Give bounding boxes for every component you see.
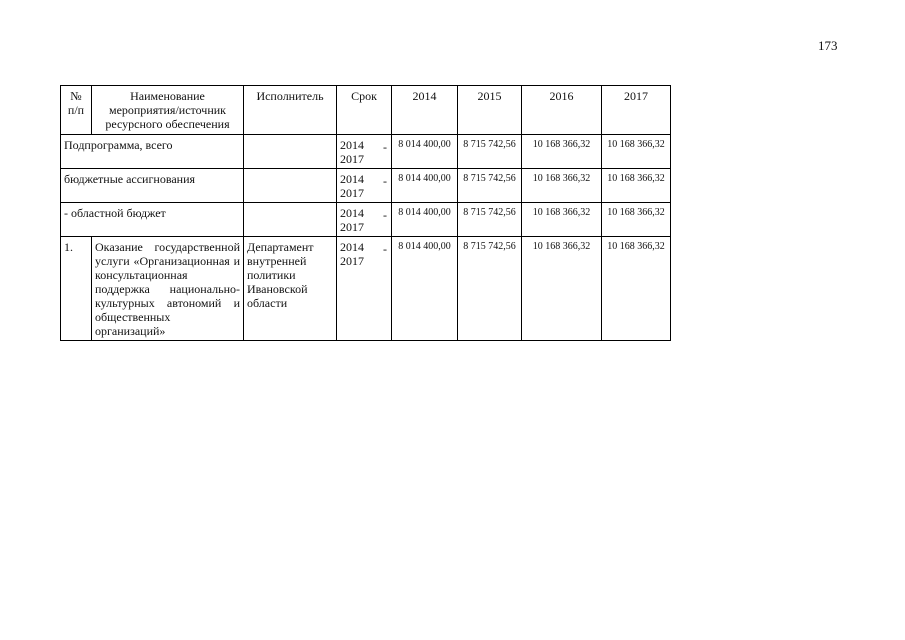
header-no: № п/п — [61, 86, 92, 135]
item-no: 1. — [61, 237, 92, 341]
header-2017: 2017 — [602, 86, 671, 135]
term-end: 2017 — [340, 152, 364, 166]
header-2014: 2014 — [392, 86, 458, 135]
value-2015: 8 715 742,56 — [458, 135, 522, 169]
value-2017: 10 168 366,32 — [602, 169, 671, 203]
row-term — [337, 135, 392, 169]
value-2016: 10 168 366,32 — [522, 169, 602, 203]
value-2016: 10 168 366,32 — [522, 203, 602, 237]
header-row — [61, 86, 671, 135]
row-label: бюджетные ассигнования — [61, 169, 244, 203]
value-2015: 8 715 742,56 — [458, 203, 522, 237]
item-executor: Департамент внутренней политики Ивановской области — [244, 237, 337, 341]
term-dash: - — [383, 242, 387, 256]
term-end: 2017 — [340, 254, 364, 268]
value-2017: 10 168 366,32 — [602, 203, 671, 237]
value-2014: 8 014 400,00 — [392, 203, 458, 237]
header-2016: 2016 — [522, 86, 602, 135]
header-name: Наименование мероприятия/источник ресурсного обеспечения — [92, 86, 244, 135]
row-term — [337, 203, 392, 237]
row-label: Подпрограмма, всего — [61, 135, 244, 169]
term-start: 2014 — [340, 240, 364, 254]
value-2014: 8 014 400,00 — [392, 135, 458, 169]
item-term — [337, 237, 392, 341]
table-row — [61, 203, 671, 237]
term-end: 2017 — [340, 186, 364, 200]
term-dash: - — [383, 140, 387, 154]
row-executor — [244, 135, 337, 169]
table-row — [61, 135, 671, 169]
row-executor — [244, 203, 337, 237]
page-number: 173 — [818, 38, 838, 53]
table-row — [61, 169, 671, 203]
value-2015: 8 715 742,56 — [458, 169, 522, 203]
row-label: - областной бюджет — [61, 203, 244, 237]
budget-table — [60, 85, 671, 341]
term-start: 2014 — [340, 206, 364, 220]
value-2017: 10 168 366,32 — [602, 135, 671, 169]
row-executor — [244, 169, 337, 203]
value-2014: 8 014 400,00 — [392, 237, 458, 341]
term-start: 2014 — [340, 138, 364, 152]
value-2015: 8 715 742,56 — [458, 237, 522, 341]
value-2014: 8 014 400,00 — [392, 169, 458, 203]
item-name: Оказание государственной услуги «Организационная и консультационная поддержка национально-культурных автономий и общественных организаций» — [92, 237, 244, 341]
header-2015: 2015 — [458, 86, 522, 135]
header-executor: Исполнитель — [244, 86, 337, 135]
value-2016: 10 168 366,32 — [522, 135, 602, 169]
header-term: Срок — [337, 86, 392, 135]
term-dash: - — [383, 208, 387, 222]
term-dash: - — [383, 174, 387, 188]
row-term — [337, 169, 392, 203]
term-end: 2017 — [340, 220, 364, 234]
value-2016: 10 168 366,32 — [522, 237, 602, 341]
table-row-item — [61, 237, 671, 341]
term-start: 2014 — [340, 172, 364, 186]
value-2017: 10 168 366,32 — [602, 237, 671, 341]
